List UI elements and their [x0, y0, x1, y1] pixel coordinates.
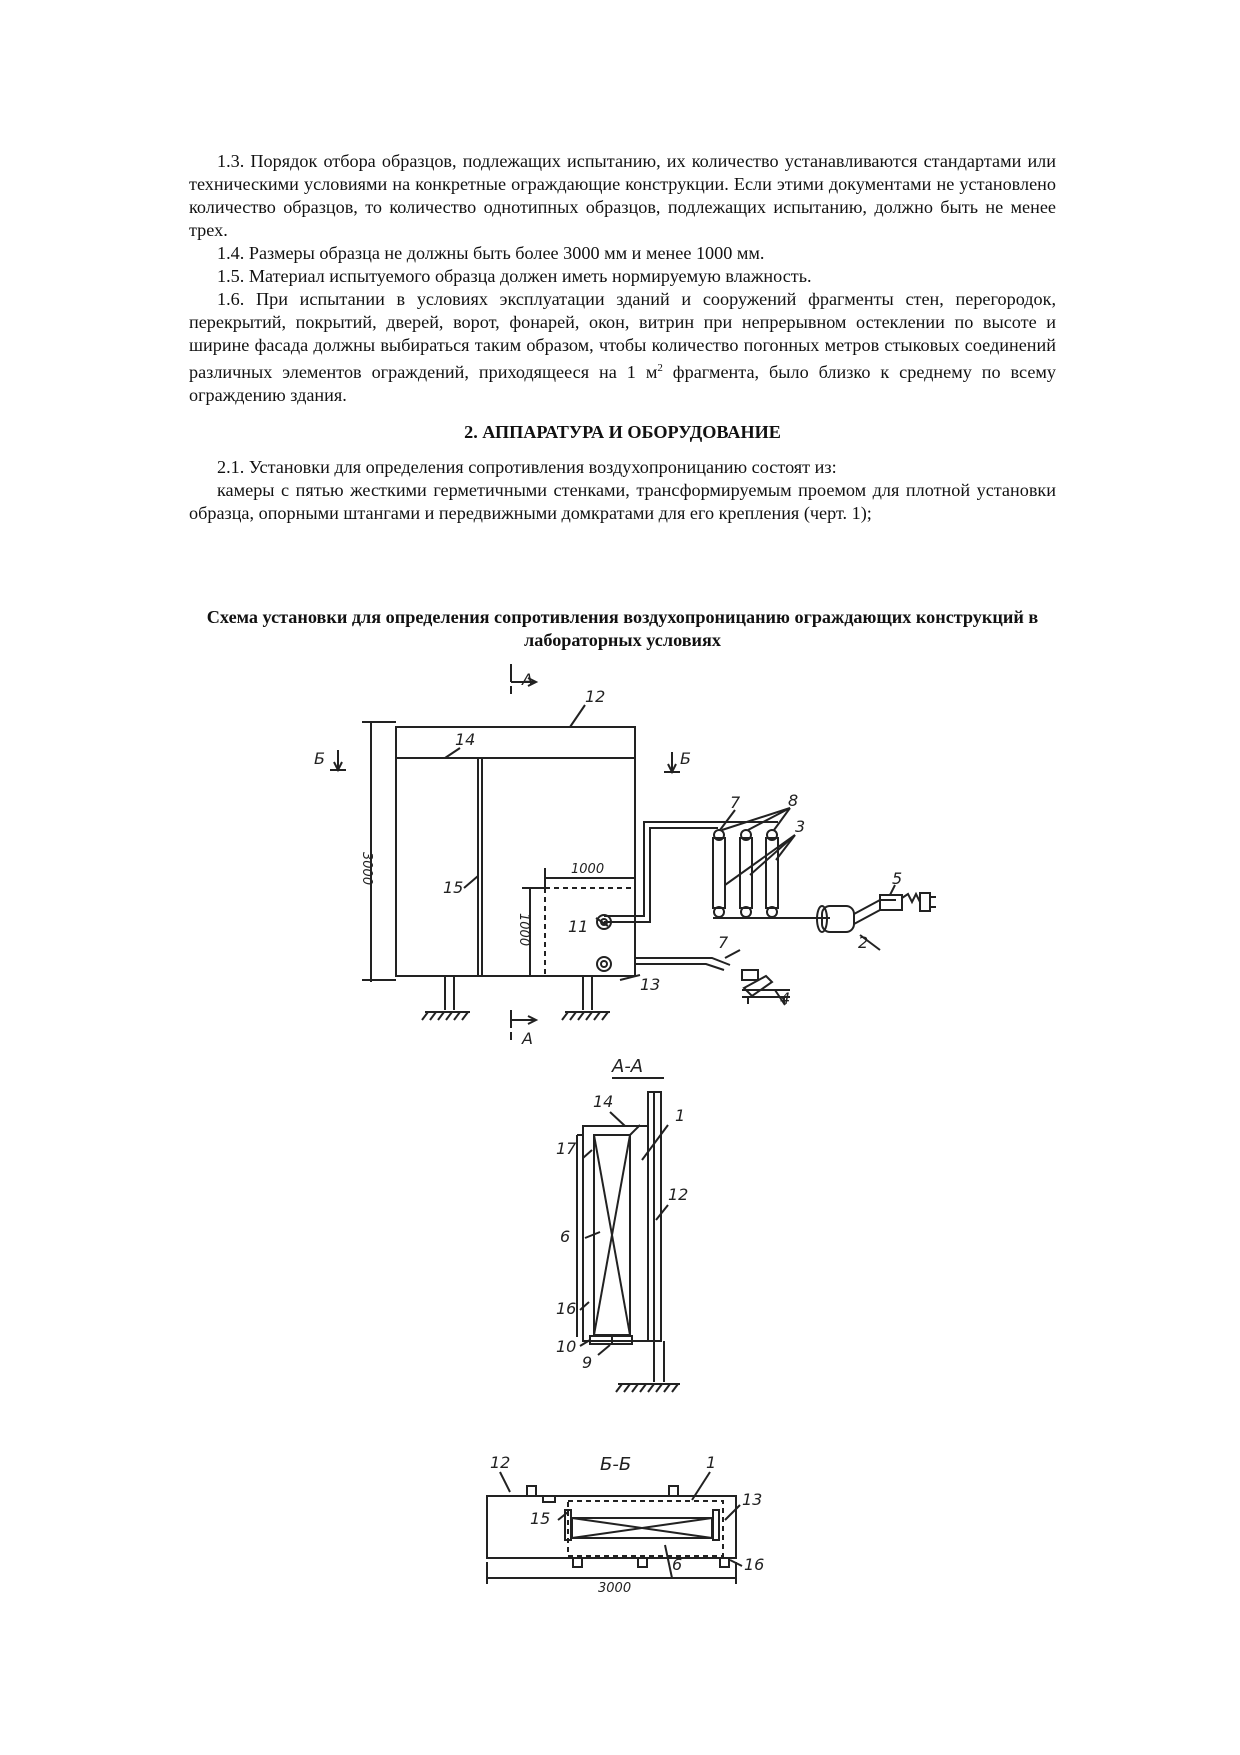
bb-label-12: 12: [490, 1453, 511, 1472]
label-section-a-bottom: А: [522, 1029, 533, 1048]
section-heading: 2. АППАРАТУРА И ОБОРУДОВАНИЕ: [464, 422, 781, 443]
label-14: 14: [455, 730, 476, 749]
section-aa-title: А-А: [612, 1056, 644, 1077]
label-7-lower: 7: [718, 933, 729, 952]
aa-label-14: 14: [593, 1092, 614, 1111]
fan-2: [817, 900, 896, 950]
aa-label-9: 9: [582, 1353, 593, 1372]
chamber-front-view: [330, 664, 680, 1040]
aa-label-10: 10: [556, 1337, 577, 1356]
bb-label-15: 15: [530, 1509, 551, 1528]
aa-label-1: 1: [675, 1106, 686, 1125]
bb-label-13: 13: [742, 1490, 763, 1509]
label-section-a-top: А: [522, 670, 533, 689]
dim-1000-horizontal: 1000: [571, 862, 605, 877]
bb-label-6: 6: [672, 1555, 683, 1574]
aa-label-12: 12: [668, 1185, 689, 1204]
flowmeter-3: [766, 830, 778, 917]
bb-label-1: 1: [706, 1453, 717, 1472]
paragraph-1-4: 1.4. Размеры образца не должны быть более 3000 мм и менее 1000 мм.: [217, 243, 765, 263]
flowmeter-1: [713, 830, 725, 917]
bb-label-16: 16: [744, 1555, 765, 1574]
label-7-upper: 7: [730, 793, 741, 812]
section-aa-drawing: [577, 1078, 680, 1392]
label-11: 11: [568, 917, 589, 936]
label-section-b-right: Б: [680, 749, 691, 768]
paragraph-1-5: 1.5. Материал испытуемого образца должен иметь нормируемую влажность.: [217, 266, 812, 286]
label-2: 2: [858, 933, 869, 952]
section-bb-drawing: [487, 1472, 742, 1584]
paragraph-1-6-text: 1.6. При испытании в условиях эксплуатации зданий и сооружений фрагменты стен, перегородок, перекрытий, покрытий, дверей, ворот, фонарей, окон, витрин при непрерывном остеклении по высоте и ширине фасада должны выбираться таким образом, чтобы количество погонных метров стыковых соединений различных элементов ограждений, приходящееся на 1 м: [189, 289, 1056, 383]
paragraph-1-6-tail: фрагмента, было близко к среднему по всему ограждению здания.: [189, 362, 1057, 406]
aa-label-16: 16: [556, 1299, 577, 1318]
paragraph-chamber: камеры с пятью жесткими герметичными стенками, трансформируемым проемом для плотной установки образца, опорными штангами и передвижными домкратами для его крепления (черт. 1);: [189, 480, 1056, 524]
dim-1000-vertical: 1000: [516, 913, 531, 947]
label-3: 3: [795, 817, 806, 836]
regulator-5: [880, 885, 936, 911]
label-8: 8: [788, 791, 799, 810]
dim-3000-vertical: 3000: [359, 852, 374, 886]
superscript-2: 2: [657, 362, 663, 374]
label-15: 15: [443, 878, 464, 897]
section-bb-title: Б-Б: [600, 1454, 632, 1475]
paragraph-1-3: 1.3. Порядок отбора образцов, подлежащих испытанию, их количество устанавливаются стандартами или техническими условиями на конкретные ограждающие конструкции. Если этими документами не установлено количество образцов, то количество однотипных образцов, подлежащих испытанию, должно быть не менее трех.: [189, 151, 1056, 240]
paragraph-2-1: 2.1. Установки для определения сопротивления воздухопроницанию состоят из:: [217, 457, 837, 478]
figure-caption: Схема установки для определения сопротивления воздухопроницанию ограждающих конструкций в лабораторных условиях: [206, 607, 1039, 650]
aa-label-17: 17: [556, 1139, 577, 1158]
label-12: 12: [585, 687, 606, 706]
label-section-b-left: Б: [314, 749, 325, 768]
label-5: 5: [892, 869, 903, 888]
aa-label-6: 6: [560, 1227, 571, 1246]
label-13: 13: [640, 975, 661, 994]
bb-dim-3000: 3000: [598, 1581, 632, 1596]
label-4: 4: [780, 989, 791, 1008]
